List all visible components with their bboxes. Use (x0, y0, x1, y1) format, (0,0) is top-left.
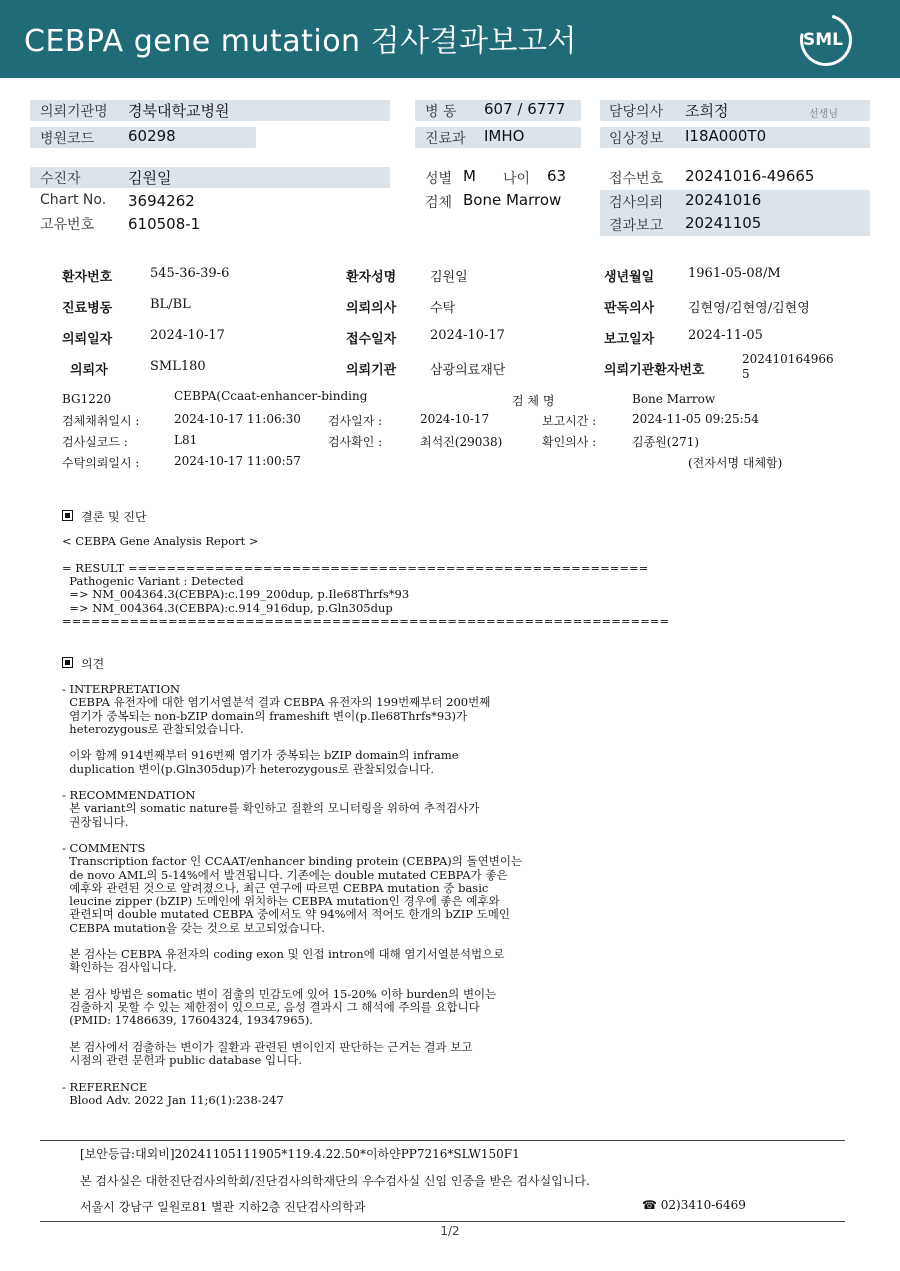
esign-note: (전자서명 대체함) (688, 456, 783, 470)
request-date-label: 검사의뢰 (609, 195, 664, 211)
clinical-value: I18A000T0 (685, 127, 767, 145)
report-value: 삼광의료재단 (430, 363, 506, 378)
lab-value: L81 (174, 433, 198, 447)
chart-value: 3694262 (128, 192, 195, 210)
sml-logo (800, 14, 850, 64)
doctor-suffix: 선생님 (809, 109, 838, 120)
confirm-value: 최석진(29038) (420, 435, 503, 449)
specimen-label: 검체 (425, 195, 453, 211)
collect-value: 2024-10-17 11:06:30 (174, 412, 301, 426)
report-title: CEBPA gene mutation 검사결과보고서 (24, 24, 577, 59)
conclusion-heading (62, 508, 147, 525)
uid-label: 고유번호 (40, 217, 95, 233)
specimen-value: Bone Marrow (463, 191, 562, 209)
patient-bar (30, 167, 390, 188)
text-line: Blood Adv. 2022 Jan 11;6(1):238-247 (62, 1092, 284, 1107)
received-label: 수탁의뢰일시 : (62, 456, 140, 470)
report-value: SML180 (150, 359, 206, 374)
hospital-code-value: 60298 (128, 127, 176, 145)
report-label: 보고일자 (604, 332, 655, 347)
report-label: 의뢰기관환자번호 (604, 363, 705, 378)
text-line: 시점의 관련 문헌과 public database 입니다. (62, 1053, 302, 1067)
report-value: 5 (742, 367, 750, 381)
patient-label: 수진자 (40, 171, 81, 187)
ward-label: 병 동 (425, 104, 457, 120)
checker-value: 김종원(271) (632, 435, 700, 449)
report-date-label: 결과보고 (609, 218, 664, 234)
uid-value: 610508-1 (128, 215, 201, 233)
text-line: (PMID: 17486639, 17604324, 19347965). (62, 1013, 313, 1028)
text-line: 이와 함께 914번째부터 916번째 염기가 중복되는 bZIP domain의 inframe (62, 748, 459, 763)
header-bar (0, 0, 900, 78)
collect-label: 검체채취일시 : (62, 414, 140, 428)
test-specimen-label: 검 체 명 (512, 394, 555, 408)
text-line: heterozygous로 관찰되었습니다. (62, 721, 244, 736)
report-value: 김원일 (430, 270, 468, 285)
reporttime-value: 2024-11-05 09:25:54 (632, 412, 759, 426)
text-line: Pathogenic Variant : Detected (62, 574, 244, 589)
text-line: 본 variant의 somatic nature를 확인하고 질환의 모니터링을 위하여 추적검사가 (62, 801, 480, 816)
report-value: 202410164966 (742, 352, 834, 366)
conclusion-heading-text: 결론 및 진단 (81, 510, 147, 524)
text-line: CEBPA mutation을 갖는 것으로 보고되었습니다. (62, 920, 326, 935)
chart-label: Chart No. (40, 192, 107, 208)
report-label: 판독의사 (604, 301, 655, 316)
text-line: => NM_004364.3(CEBPA):c.199_200dup, p.Ile68Thrfs*93 (62, 587, 410, 602)
department-value: IMHO (484, 127, 525, 145)
text-line: - COMMENTS (62, 841, 146, 855)
doctor-label: 담당의사 (609, 104, 664, 120)
receipt-label: 접수번호 (609, 171, 664, 187)
report-value: BL/BL (150, 297, 191, 312)
test-code: BG1220 (62, 392, 112, 406)
text-line: CEBPA 유전자에 대한 염기서열분석 결과 CEBPA 유전자의 199번째부터 200번째 (62, 695, 491, 710)
testdate-value: 2024-10-17 (420, 412, 490, 426)
logo-text: SML (803, 30, 843, 50)
text-line: Transcription factor 인 CCAAT/enhancer binding protein (CEBPA)의 돌연변이는 (62, 854, 523, 869)
text-line: => NM_004364.3(CEBPA):c.914_916dup, p.Gln305dup (62, 600, 393, 615)
report-date-value: 20241105 (685, 214, 762, 232)
text-line: - INTERPRETATION (62, 682, 181, 696)
report-label: 의뢰의사 (346, 301, 397, 316)
text-line: 확인하는 검사입니다. (62, 960, 177, 975)
age-label: 나이 (503, 171, 531, 187)
report-value: 수탁 (430, 301, 456, 316)
test-name: CEBPA(Ccaat-enhancer-binding (174, 389, 368, 403)
text-line: =============================================================== (62, 613, 670, 628)
patient-value: 김원일 (128, 169, 172, 187)
department-label: 진료과 (425, 131, 466, 147)
text-line: 본 검사는 CEBPA 유전자의 coding exon 및 인접 intron에 대해 염기서열분석법으로 (62, 947, 505, 961)
checker-label: 확인의사 : (542, 435, 597, 449)
report-label: 의뢰기관 (346, 363, 397, 378)
ward-value: 607 / 6777 (484, 100, 566, 118)
text-line: - REFERENCE (62, 1079, 148, 1094)
institution-value: 경북대학교병원 (128, 102, 230, 120)
report-value: 김현영/김현영/김현영 (688, 301, 810, 316)
testdate-label: 검사일자 : (328, 414, 383, 428)
reporttime-label: 보고시간 : (542, 414, 597, 428)
opinion-heading (62, 655, 104, 672)
text-line: duplication 변이(p.Gln305dup)가 heterozygous로 관찰되었습니다. (62, 761, 435, 776)
report-label: 환자성명 (346, 270, 397, 285)
address-line: 서울시 강남구 일원로81 별관 지하2층 진단검사의학과 (80, 1200, 366, 1214)
report-label: 진료병동 (62, 301, 113, 316)
hospital-code-label: 병원코드 (40, 131, 95, 147)
confirm-label: 검사확인 : (328, 435, 383, 449)
report-label: 환자번호 (62, 270, 113, 285)
received-value: 2024-10-17 11:00:57 (174, 454, 301, 468)
page-number: 1/2 (440, 1224, 460, 1238)
request-date-value: 20241016 (685, 191, 762, 209)
age-value: 63 (547, 167, 567, 185)
report-label: 의뢰자 (70, 363, 108, 378)
text-line: 본 검사 방법은 somatic 변이 검출의 민감도에 있어 15-20% 이하 burden의 변이는 (62, 986, 497, 1001)
text-line: 본 검사에서 검출하는 변이가 질환과 관련된 변이인지 판단하는 근거는 결과 보고 (62, 1039, 473, 1054)
report-value: 2024-10-17 (150, 328, 225, 343)
receipt-value: 20241016-49665 (685, 167, 815, 185)
opinion-heading-text: 의견 (81, 657, 105, 671)
square-bullet-icon (62, 657, 73, 668)
text-line: 염기가 중복되는 non-bZIP domain의 frameshift 변이(p.Ile68Thrfs*93)가 (62, 708, 468, 723)
report-label: 의뢰일자 (62, 332, 113, 347)
footer-divider-bottom (40, 1221, 845, 1222)
phone-number: ☎ 02)3410-6469 (642, 1198, 746, 1212)
text-line: 관련되며 double mutated CEBPA 중에서도 약 94%에서 적어도 한개의 bZIP 도메인 (62, 907, 510, 922)
doctor-value: 조희정 (685, 102, 729, 120)
sex-label: 성별 (425, 171, 453, 187)
report-value: 2024-10-17 (430, 328, 505, 343)
report-value: 1961-05-08/M (688, 266, 781, 281)
conclusion-subtitle: < CEBPA Gene Analysis Report > (62, 534, 259, 548)
lab-label: 검사실코드 : (62, 435, 128, 449)
footer-divider-top (40, 1140, 845, 1141)
report-label: 생년월일 (604, 270, 655, 285)
clinical-label: 임상정보 (609, 131, 664, 147)
text-line: de novo AML의 5-14%에서 발견됩니다. 기존에는 double mutated CEBPA가 좋은 (62, 867, 508, 882)
test-specimen-value: Bone Marrow (632, 392, 716, 406)
text-line: 권장됩니다. (62, 814, 129, 829)
report-label: 접수일자 (346, 332, 397, 347)
sex-value: M (463, 167, 476, 185)
security-line: [보안등급:대외비]20241105111905*119.4.22.50*이하얀PP7216*SLW150F1 (80, 1147, 520, 1161)
report-value: 2024-11-05 (688, 328, 763, 343)
text-line: = RESULT ====================================================== (62, 561, 649, 575)
institution-label: 의뢰기관명 (40, 104, 108, 120)
text-line: 예후와 관련된 것으로 알려졌으나, 최근 연구에 따르면 CEBPA mutation 중 basic (62, 880, 489, 895)
text-line: 검출하지 못할 수 있는 제한점이 있으므로, 음성 결과시 그 해석에 주의를 요합니다 (62, 1000, 480, 1014)
certification-line: 본 검사실은 대한진단검사의학회/진단검사의학재단의 우수검사실 신임 인증을 받은 검사실입니다. (80, 1174, 590, 1188)
text-line: leucine zipper (bZIP) 도메인에 위치하는 CEBPA mutation인 경우에 좋은 예후와 (62, 894, 500, 908)
report-value: 545-36-39-6 (150, 266, 230, 281)
square-bullet-icon (62, 510, 73, 521)
text-line: - RECOMMENDATION (62, 788, 196, 802)
